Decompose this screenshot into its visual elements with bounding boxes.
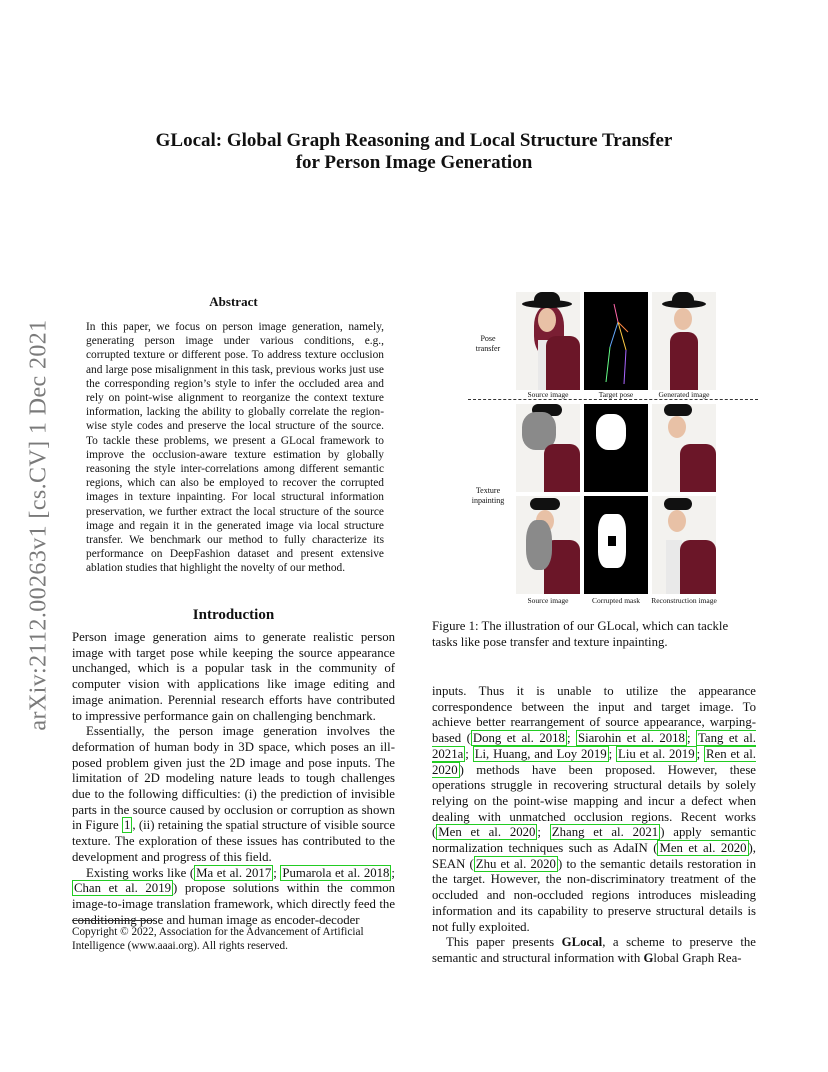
corrupted-source-1 <box>516 404 580 492</box>
glocal-bold: GLocal <box>561 935 603 950</box>
caption-source-image: Source image <box>527 390 569 399</box>
right-paragraph-1: inputs. Thus it is unable to utilize the appearance correspondence between the input and target image. To achieve better rearrangement of source appearance, warping-based ( Dong et al. 2018 ; Siarohin et al. 2018 ; Tang et al. 2021a ; Li, Huang, and Loy 2019 ; Liu et al. 2019 ; Ren et al. 2020 ) methods have been proposed. However, these operations struggle in recovering structural details by solely relying on the point-wise mapping and incur a defect when dealing with unmatched occlusion regions. Recent works ( Men et al. 2020 ; Zhang et al. 2021 ) apply semantic normalization techniques such as AdaIN ( Men et al. 2020 ), SEAN ( Zhu et al. 2020 ) to the semantic details restoration in the target. However, the non-discriminatory treatment of the occluded and non-occluded regions introduces misleading information and its capability to preserve structural details is not fully exploited. <box>432 684 756 934</box>
intro-paragraph-1: Person image generation aims to generate realistic person image with target pose while keeping the source appearance unchanged, which is a popular task in the community of computer vision with applications like image editing and image animation. Perennial research efforts have contributed to impressive performance gain on challenging benchmark. <box>72 630 395 723</box>
intro-paragraph-3: Existing works like ( Ma et al. 2017 ; Pumarola et al. 2018 ; Chan et al. 2019 ) propose solutions within the common image-to-image translation framework, which directly feed the conditioning pose and human image as encoder-decoder <box>72 865 395 927</box>
target-pose-image <box>584 292 648 390</box>
abstract-heading: Abstract <box>209 294 258 309</box>
citation-link[interactable]: Zhu et al. 2020 <box>475 856 556 871</box>
citation-link[interactable]: Dong et al. 2018 <box>472 731 565 746</box>
title-line-2: for Person Image Generation <box>295 152 533 173</box>
caption-reconstruction-image: Reconstruction image <box>651 596 717 605</box>
citation-link[interactable]: Liu et al. 2019 <box>618 746 695 761</box>
source-image-pose <box>516 292 580 390</box>
citation-link[interactable]: Men et al. 2020 <box>438 825 536 840</box>
figure-1 <box>468 286 758 608</box>
intro-paragraph-2: Essentially, the person image generation involves the deformation of human body in 3D space, which poses an ill-posed problem given just the 2D image and pose inputs. The limitation of 2D modeling nature leads to tough challenges due to the following difficulties: (i) the prediction of invisible parts in the source caused by occlusion or corruption as shown in Figure 1 , (ii) retaining the spatial structure of visible source texture. The exploration of these issues has contributed to the development and progress of this field. <box>72 724 395 864</box>
right-column <box>432 684 756 967</box>
footnote-rule <box>72 920 154 921</box>
citation-link[interactable]: Ma et al. 2017 <box>196 865 272 880</box>
citation-link[interactable]: Men et al. 2020 <box>659 841 747 856</box>
left-column <box>72 630 395 928</box>
corrupted-mask-1 <box>584 404 648 492</box>
pose-skeleton-icon <box>584 292 648 390</box>
arxiv-stamp: arXiv:2112.00263v1 [cs.CV] 1 Dec 2021 <box>25 319 52 731</box>
caption-target-pose: Target pose <box>598 390 634 399</box>
citation-link[interactable]: Tang et al. 2021a <box>432 731 756 761</box>
introduction-heading: Introduction <box>192 607 275 623</box>
right-paragraph-2: This paper presents GLocal, a scheme to preserve the semantic and structural information with Global Graph Rea- <box>432 935 756 965</box>
citation-link[interactable]: Zhang et al. 2021 <box>551 825 659 840</box>
abstract-text: In this paper, we focus on person image generation, namely, generating person image under various conditions, e.g., corrupted texture or different pose. To address texture occlusion and large pose misalignment in this task, previous works just use the corresponding region’s style to infer the occluded area and rely on point-wise alignment to reorganize the context texture information, lacking the ability to globally correlate the region-wise style codes and preserve the local structure of the source. To tackle these problems, we present a GLocal framework to improve the occlusion-aware texture estimation by globally reasoning the style inter-correlations among different semantic regions, which can also be employed to recover the corrupted images in texture inpainting. For local structural information preservation, we further extract the local structure of the source image and regain it in the generated image via local structure transfer. We benchmark our method to fully characterize its performance on DeepFashion dataset and present extensive ablation studies that highlight the novelty of our method. <box>86 321 384 575</box>
figure-ref-link[interactable]: 1 <box>123 818 131 833</box>
citation-link[interactable]: Chan et al. 2019 <box>74 881 171 896</box>
row-label-pose-transfer: Pose transfer <box>475 334 501 353</box>
row-label-texture-inpainting: Texture inpainting <box>471 486 505 505</box>
citation-link[interactable]: Ren et al. 2020 <box>432 746 756 777</box>
figure-caption: Figure 1: The illustration of our GLocal, which can tackle tasks like pose transfer and texture inpainting. <box>432 619 729 649</box>
paper-title <box>120 130 708 174</box>
figure-divider <box>468 399 758 400</box>
generated-image <box>652 292 716 390</box>
caption-source-image-2: Source image <box>527 596 569 605</box>
caption-generated-image: Generated image <box>658 390 710 399</box>
corrupted-source-2 <box>516 496 580 594</box>
corrupted-mask-2 <box>584 496 648 594</box>
reconstruction-image-2 <box>652 496 716 594</box>
citation-link[interactable]: Siarohin et al. 2018 <box>577 731 685 746</box>
reconstruction-image-1 <box>652 404 716 492</box>
caption-corrupted-mask: Corrupted mask <box>591 596 641 605</box>
citation-link[interactable]: Pumarola et al. 2018 <box>282 865 390 880</box>
copyright-footnote: Copyright © 2022, Association for the Advancement of Artificial Intelligence (www.aaai.org). All rights reserved. <box>72 926 364 952</box>
title-line-1: GLocal: Global Graph Reasoning and Local Structure Transfer <box>155 130 673 151</box>
citation-link[interactable]: Li, Huang, and Loy 2019 <box>474 746 607 761</box>
